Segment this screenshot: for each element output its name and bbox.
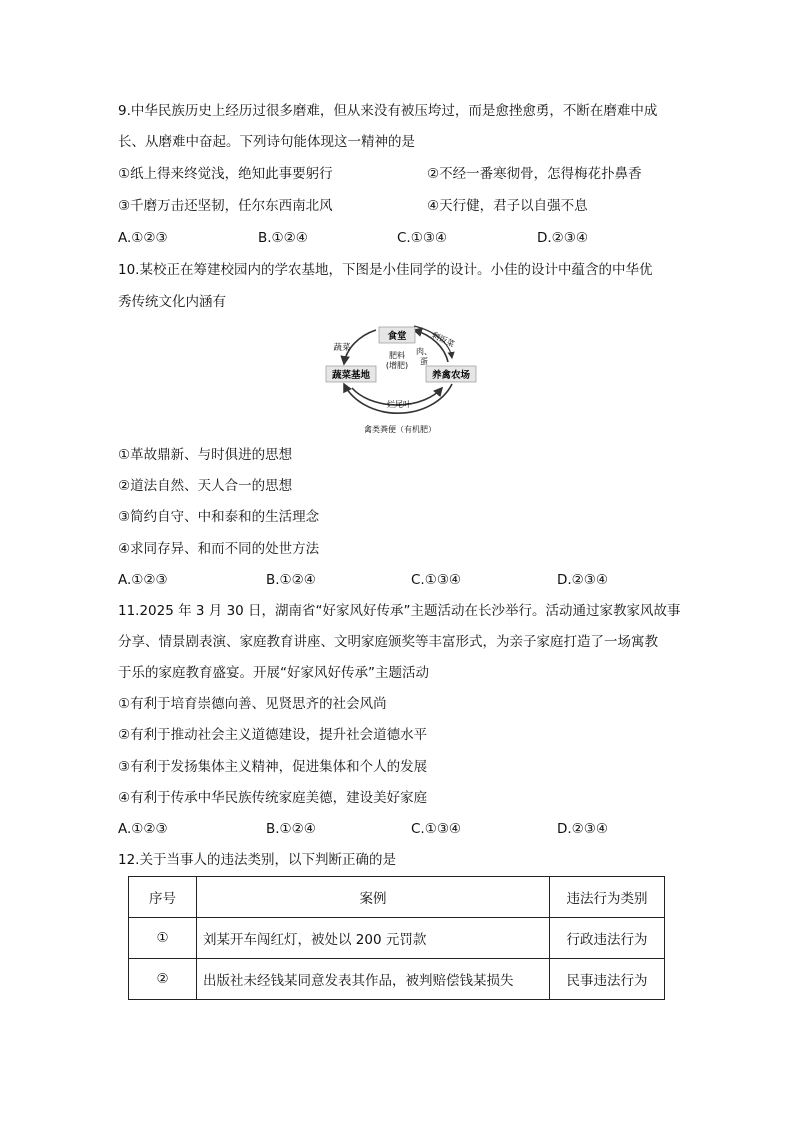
q10-statement-2: ②道法自然、天人合一的思想 [118,478,293,494]
q10-option-a: A.①②③ [118,572,168,588]
q10-stem-line2: 秀传统文化内涵有 [118,294,226,310]
q9-statement-3: ③千磨万击还坚韧，任尔东西南北风 [118,198,333,214]
q11-option-c: C.①③④ [411,821,462,837]
q10-statement-1: ①革故鼎新、与时俱进的思想 [118,447,293,463]
q10-statement-3: ③简约自守、中和泰和的生活理念 [118,509,320,525]
q10-statement-4: ④求同存异、和而不同的处世方法 [118,541,320,557]
label-leftovers: 剩饭菜 [430,330,456,349]
q12-table [128,876,665,1000]
q9-option-c: C.①③④ [397,230,448,246]
q11-stem-line2: 分享、情景剧表演、家庭教育讲座、文明家庭颁奖等丰富形式，为亲子家庭打造了一场寓教 [118,634,658,650]
row2-case: 出版社未经钱某同意发表其作品，被判赔偿钱某损失 [197,959,550,1000]
q9-option-a: A.①②③ [118,230,168,246]
q11-statement-4: ④有利于传承中华民族传统家庭美德，建设美好家庭 [118,790,428,806]
header-number: 序号 [129,877,197,918]
q11-stem-line3: 于乐的家庭教育盛宴。开展“好家风好传承”主题活动 [118,665,429,681]
farm-cycle-diagram [318,322,478,440]
q9-stem-line2: 长、从磨难中奋起。下列诗句能体现这一精神的是 [118,134,415,150]
q11-option-d: D.②③④ [557,821,608,837]
row1-category: 行政违法行为 [550,918,665,959]
label-manure: 禽类粪便（有机肥） [364,425,436,434]
label-vegetables: 蔬菜 [333,343,351,353]
table-row [129,918,665,959]
row2-number: ② [129,959,197,1000]
label-fertilizer-2: (增肥) [385,361,409,370]
label-meat-egg-1: 肉、 [416,347,432,356]
table-header-row [129,877,665,918]
q11-statement-2: ②有利于推动社会主义道德建设，提升社会道德水平 [118,727,428,743]
label-meat-egg-2: 蛋 [420,357,428,366]
q10-option-c: C.①③④ [411,572,462,588]
row1-case: 刘某开车闯红灯，被处以 200 元罚款 [197,918,550,959]
q11-statement-1: ①有利于培育崇德向善、见贤思齐的社会风尚 [118,696,387,712]
q11-stem-line1: 11.2025 年 3 月 30 日，湖南省“好家风好传承”主题活动在长沙举行。活动通过家教家风故事 [118,603,681,619]
q9-statement-4: ④天行健，君子以自强不息 [427,198,588,214]
node-vegbase: 蔬菜基地 [331,370,371,381]
q9-option-d: D.②③④ [537,230,588,246]
q9-statement-1: ①纸上得来终觉浅，绝知此事要躬行 [118,166,333,182]
node-canteen: 食堂 [387,331,407,342]
row1-number: ① [129,918,197,959]
node-farm: 养禽农场 [431,370,471,381]
q11-statement-3: ③有利于发扬集体主义精神，促进集体和个人的发展 [118,759,428,775]
q9-statement-2: ②不经一番寒彻骨，怎得梅花扑鼻香 [427,166,642,182]
label-rotten-leaves: 烂尾叶 [387,400,411,409]
header-case: 案例 [197,877,550,918]
q10-stem-line1: 10.某校正在筹建校园内的学农基地，下图是小佳同学的设计。小佳的设计中蕴含的中华优 [118,262,653,278]
q10-option-b: B.①②④ [266,572,316,588]
table-row [129,959,665,1000]
q12-stem-line1: 12.关于当事人的违法类别，以下判断正确的是 [118,852,396,868]
q10-option-d: D.②③④ [557,572,608,588]
q11-option-b: B.①②④ [266,821,316,837]
label-fertilizer-1: 肥料 [389,351,405,360]
header-category: 违法行为类别 [550,877,665,918]
q9-stem-line1: 9.中华民族历史上经历过很多磨难，但从来没有被压垮过，而是愈挫愈勇，不断在磨难中成 [118,103,658,119]
q9-option-b: B.①②④ [258,230,308,246]
row2-category: 民事违法行为 [550,959,665,1000]
q11-option-a: A.①②③ [118,821,168,837]
